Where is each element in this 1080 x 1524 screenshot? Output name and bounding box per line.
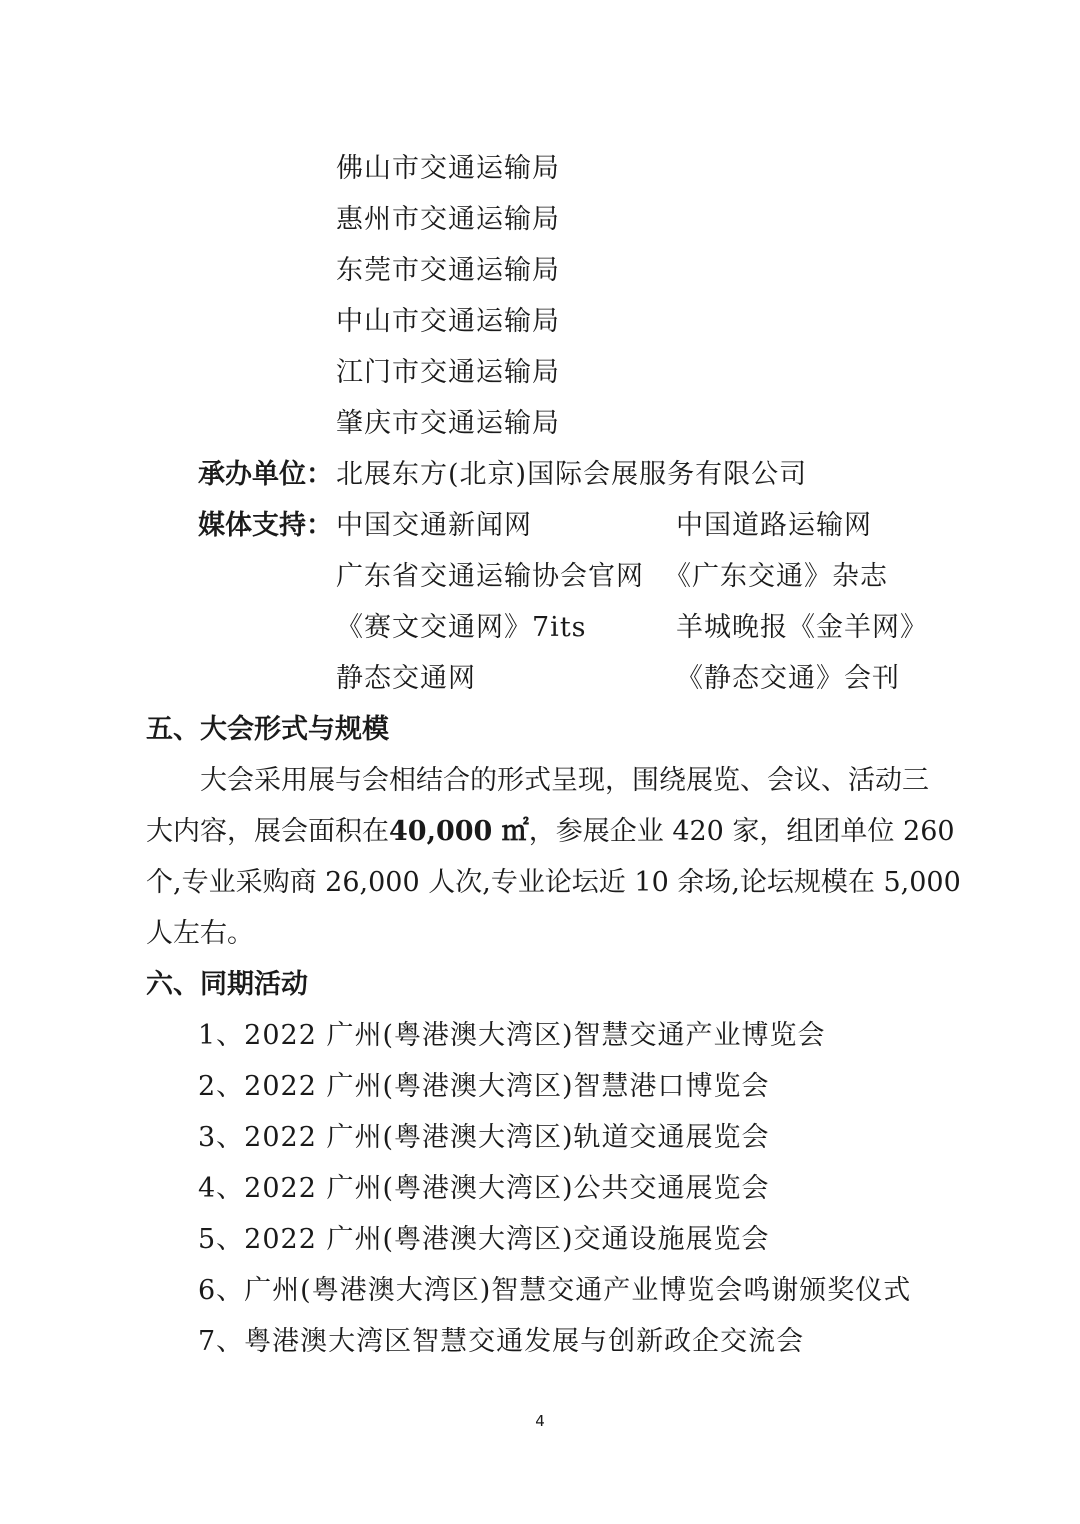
host-value: 北展东方(北京)国际会展服务有限公司 bbox=[336, 459, 808, 490]
activity-item: 3、2022 广州(粤港澳大湾区)轨道交通展览会 bbox=[198, 1122, 770, 1153]
media-item: 广东省交通运输协会官网 bbox=[336, 561, 644, 592]
activity-item: 2、2022 广州(粤港澳大湾区)智慧港口博览会 bbox=[198, 1071, 770, 1102]
organizer-item: 肇庆市交通运输局 bbox=[336, 408, 560, 439]
paragraph-text: 大内容，展会面积在 bbox=[146, 816, 389, 847]
activity-item: 5、2022 广州(粤港澳大湾区)交通设施展览会 bbox=[198, 1224, 770, 1255]
media-item: 中国交通新闻网 bbox=[336, 510, 532, 541]
paragraph-text: ，参展企业 420 家，组团单位 260 bbox=[528, 816, 955, 847]
organizer-item: 佛山市交通运输局 bbox=[336, 153, 560, 184]
activity-item: 1、2022 广州(粤港澳大湾区)智慧交通产业博览会 bbox=[198, 1020, 826, 1051]
media-item: 中国道路运输网 bbox=[676, 510, 872, 541]
paragraph-text: 人左右。 bbox=[146, 918, 254, 949]
paragraph-line bbox=[146, 764, 936, 798]
area-value: 40,000 ㎡ bbox=[389, 816, 529, 847]
organizer-item: 江门市交通运输局 bbox=[336, 357, 560, 388]
activity-item: 7、粤港澳大湾区智慧交通发展与创新政企交流会 bbox=[198, 1326, 805, 1357]
media-item: 《静态交通》会刊 bbox=[676, 663, 900, 694]
paragraph-text: 大会采用展与会相结合的形式呈现，围绕展览、会议、活动三 bbox=[200, 765, 929, 796]
organizer-item: 中山市交通运输局 bbox=[336, 306, 560, 337]
organizer-item: 东莞市交通运输局 bbox=[336, 255, 560, 286]
media-item: 羊城晚报《金羊网》 bbox=[676, 612, 928, 643]
media-item: 静态交通网 bbox=[336, 663, 476, 694]
paragraph-line bbox=[146, 917, 936, 951]
media-label: 媒体支持： bbox=[198, 510, 333, 541]
activity-item: 6、广州(粤港澳大湾区)智慧交通产业博览会鸣谢颁奖仪式 bbox=[198, 1275, 912, 1306]
media-item: 《广东交通》杂志 bbox=[664, 561, 888, 592]
paragraph-line bbox=[146, 815, 955, 849]
paragraph-text: 个,专业采购商 26,000 人次,专业论坛近 10 余场,论坛规模在 5,000 bbox=[146, 867, 961, 898]
section-heading: 五、大会形式与规模 bbox=[146, 714, 389, 745]
page-number: 4 bbox=[535, 1412, 545, 1430]
paragraph-line bbox=[146, 866, 961, 900]
section-heading: 六、同期活动 bbox=[146, 969, 308, 1000]
organizer-item: 惠州市交通运输局 bbox=[336, 204, 560, 235]
media-item: 《赛文交通网》7its bbox=[336, 612, 587, 643]
activity-item: 4、2022 广州(粤港澳大湾区)公共交通展览会 bbox=[198, 1173, 770, 1204]
host-label: 承办单位： bbox=[198, 459, 333, 490]
